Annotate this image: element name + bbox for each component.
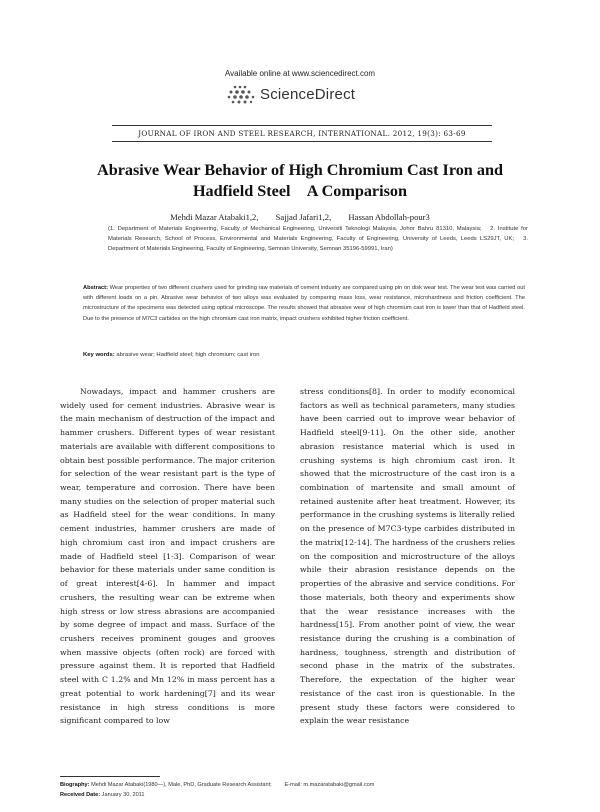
- keywords: [83, 352, 525, 358]
- abstract: [83, 283, 525, 324]
- available-online-text: Available online at www.sciencedirect.com: [224, 69, 376, 78]
- abstract-label: Abstract:: [83, 285, 108, 291]
- article-title: [60, 160, 540, 202]
- sciencedirect-brand: ScienceDirect: [260, 86, 356, 103]
- received-date-label: Received Date:: [60, 791, 101, 798]
- title-line-2: Hadfield Steel A Comparison: [192, 182, 408, 200]
- sciencedirect-logo: [226, 82, 386, 108]
- sciencedirect-dots-icon: [226, 84, 256, 106]
- keywords-text: abrasive wear; Hadfield steel; high chromium; cast iron: [116, 352, 260, 358]
- biography-line: [60, 781, 530, 791]
- body-column-right: stress conditions[8]. In order to modify economical factors as well as technical parameters, many studies have been carried out to improve wear behavior of Hadfield steel[9-11]. On the other side, another abrasion resistance material which is used in crushing systems is high chromium cast iron. It showed that the microstructure of the cast iron is a combination of martensite and small amount of retained austenite after heat treatment. However, its performance in the crushing systems is literally relied on the presence of M7C3-type carbides distributed in the matrix[12-14]. The hardness of the crushers relies on the composition and microstructure of the alloys while their abrasion resistance depends on the properties of the abrasive and service conditions. For those materials, both theory and experiments show that the wear resistance increases with the hardness[15]. From another point of view, the wear resistance during the crushing is a combination of hardness, toughness, strength and distribution of second phase in the matrix of the substrates. Therefore, the expectation of the higher wear resistance of the cast iron is questionable. In the present study these factors were considered to explain the wear resistance: [300, 387, 515, 726]
- author-list: Mehdi Mazar Atabaki1,2, Sajjad Jafari1,2, Hassan Abdollah-pour3: [170, 212, 430, 222]
- biography-text: Mehdi Mazar Atabaki(1980—), Male, PhD, Graduate Research Assistant; E-mail: m.mazaratabaki@gmail.com: [91, 782, 375, 788]
- header-rule-bottom: [112, 141, 492, 142]
- abstract-text: Wear properties of two different crushers used for grinding raw materials of cement industry are compared using pin on disk wear test. The wear test was carried out with different loads on a pin. Abrasive wear behavior of two alloys was evaluated by comparing mass loss, wear resistance, microhardness and friction coefficient. The microstructure of the specimens was detected using optical microscope. The results showed that abrasive wear of high chromium cast iron is lower than that of Hadfield steel. Due to the presence of M7C3 carbides on the high chromium cast iron matrix, impact crushers exhibited higher friction coefficient.: [83, 285, 525, 322]
- journal-citation: JOURNAL OF IRON AND STEEL RESEARCH, INTERNATIONAL. 2012, 19(3): 63-69: [138, 129, 466, 138]
- biography-label: Biography:: [60, 782, 90, 788]
- affiliations: (1. Department of Materials Engineering, Faculty of Mechanical Engineering, Universiti Teknologi Malaysia, Johor Bahru 81310, Malaysia; 2. Institute for Materials Research, School of Process, Environmental and Materials Engineering, Faculty of Engineering, University of Leeds, Leeds LS29JT, UK; 3. Department of Materials Engineering, Faculty of Engineering, Semnan University, Semnan 35196-59991, Iran): [108, 226, 528, 253]
- received-date-line: [60, 791, 530, 801]
- title-line-1: Abrasive Wear Behavior of High Chromium Cast Iron and: [97, 161, 503, 179]
- footnote: [60, 781, 530, 800]
- header-rule-top: [112, 125, 492, 126]
- received-date: January 30, 2011: [101, 791, 145, 798]
- keywords-label: Key words:: [83, 352, 115, 358]
- body-column-left: Nowadays, impact and hammer crushers are widely used for cement industries. Abrasive wear is the main mechanism of destruction of the impact and hammer crushers. Different types of wear resistant materials are available with different compositions to obtain best possible performance. The major criterion for selection of the wear resistant part is the type of wear, temperature and corrosion. There have been many studies on the selection of proper material such as Hadfield steel for the wear conditions. In many cement industries, hammer crushers are made of high chromium cast iron and impact crushers are made of Hadfield steel [1-3]. Comparison of wear behavior for these materials under same condition is of great interest[4-6]. In hammer and impact crushers, the resulting wear can be extreme when high stress or low stress abrasions are accompanied by some degree of impact and mass. Surface of the crushers receives prominent gouges and grooves when massive objects (often rock) are forced with pressure against them. It is reported that Hadfield steel with C 1.2% and Mn 12% in mass percent has a great potential to work hardening[7] and its wear resistance in high stress conditions is more significant compared to low: [60, 387, 275, 726]
- footnote-rule: [60, 776, 160, 777]
